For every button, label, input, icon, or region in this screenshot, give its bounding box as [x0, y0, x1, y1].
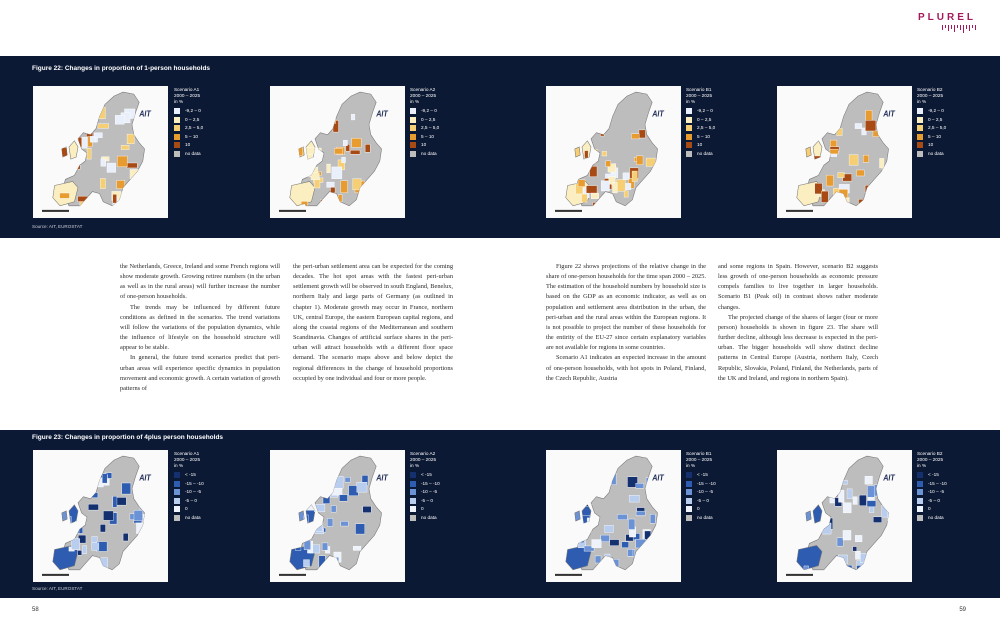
legend-label: 5 – 10: [928, 133, 942, 139]
figure-22-legend-1: [174, 87, 203, 158]
legend-unit: in %: [410, 98, 420, 104]
legend-label: -9,2 – 0: [185, 107, 201, 113]
legend-item: [917, 107, 946, 116]
legend-label: 10: [185, 142, 191, 148]
legend-label: < -15: [421, 471, 432, 477]
legend-swatch: [410, 134, 416, 140]
legend-swatch: [917, 472, 923, 478]
page-number-right: 59: [959, 607, 966, 613]
figure-23-map-3: [546, 450, 681, 582]
ait-logo: AIT: [652, 473, 664, 483]
legend-unit: in %: [917, 98, 927, 104]
legend-swatch: [174, 151, 180, 157]
legend-label: no data: [697, 150, 713, 156]
legend-item: [917, 141, 946, 150]
legend-item: [410, 471, 440, 480]
legend-swatch: [686, 108, 692, 114]
legend-label: -9,2 – 0: [421, 107, 437, 113]
legend-swatch: [410, 125, 416, 131]
legend-swatch: [410, 151, 416, 157]
legend-label: -15 – -10: [185, 480, 204, 486]
legend-label: < -15: [928, 471, 939, 477]
ait-logo: AIT: [376, 109, 388, 119]
legend-item: [410, 505, 440, 514]
legend-item: [410, 514, 440, 523]
ait-logo: AIT: [139, 109, 151, 119]
legend-swatch: [410, 506, 416, 512]
legend-item: [410, 496, 440, 505]
figure-23-map-1: [33, 450, 168, 582]
legend-swatch: [174, 489, 180, 495]
legend-swatch: [174, 515, 180, 521]
legend-swatch: [917, 515, 923, 521]
legend-label: 2,5 – 5,0: [697, 125, 716, 131]
legend-label: -10 – -5: [928, 489, 945, 495]
figure-22-source: Source: AIT, EUROSTAT: [32, 224, 83, 229]
legend-item: [686, 505, 716, 514]
legend-label: 10: [421, 142, 427, 148]
legend-swatch: [174, 117, 180, 123]
legend-item: [686, 107, 715, 116]
legend-item: [686, 479, 716, 488]
legend-item: [686, 115, 715, 124]
figure-22-map-3: [546, 86, 681, 218]
legend-scenario: Scenario A1: [174, 87, 200, 92]
legend-swatch: [410, 472, 416, 478]
paragraph: The projected change of the shares of larger (four or more person) households is shown in figure 23. The share will further decline, although less decrease is expected in the peri-urban. The bigger households will show distinct decline patterns in Central Europe (Austria, northern Italy, Czech Republic, Slovakia, Poland, Finland, the Netherlands, parts of the UK and Ireland, and regions in northern Spain).: [718, 313, 878, 382]
legend-swatch: [410, 481, 416, 487]
legend-item: [410, 488, 440, 497]
legend-swatch: [917, 481, 923, 487]
legend-swatch: [686, 134, 692, 140]
legend-label: -5 – 0: [185, 497, 197, 503]
legend-scenario: Scenario A1: [174, 451, 200, 456]
figure-22-map-1: [33, 86, 168, 218]
legend-label: -9,2 – 0: [928, 107, 944, 113]
legend-swatch: [174, 108, 180, 114]
legend-swatch: [686, 498, 692, 504]
text-column-2: [293, 262, 453, 384]
legend-swatch: [174, 125, 180, 131]
paragraph: Scenario A1 indicates an expected increase in the amount of one-person households, with hot spots in Poland, Finland, the Czech Republic, Austria: [546, 354, 706, 382]
legend-label: 0: [928, 506, 931, 512]
figure-23-source: Source: AIT, EUROSTAT: [32, 586, 83, 591]
legend-label: no data: [697, 514, 713, 520]
legend-item: [410, 132, 439, 141]
text-column-1: [120, 262, 280, 394]
legend-swatch: [686, 506, 692, 512]
brand-header: [918, 12, 976, 33]
figure-23-legend-3: [686, 451, 716, 522]
legend-scenario: Scenario A2: [410, 87, 436, 92]
paragraph: The trends may be influenced by different future conditions as defined in the scenarios. The trend variations will follow the variations of the population dynamics, while the influence of lifestyle on the household structure will appear to be stable.: [120, 303, 280, 352]
legend-label: -15 – -10: [928, 480, 947, 486]
legend-swatch: [174, 142, 180, 148]
legend-swatch: [686, 515, 692, 521]
legend-swatch: [686, 142, 692, 148]
paragraph: the peri-urban settlement area can be expected for the coming decades. The hot spot areas with the fastest peri-urban settlement growth will be observed in south England, Benelux, northern Italy and large parts of Germany (as outlined in chapter 1). Moderate growth may occur in France, northern UK, central Europe, the eastern European capital regions, and along the coastal regions of the Mediterranean and southern Scandinavia. Changes of artificial surface shares in the peri-urban will attract households with a different floor space demand. The scenario maps above and below depict the regional differences in the change of household proportions occupied by one individual and four or more people.: [293, 263, 453, 382]
legend-unit: in %: [917, 462, 927, 468]
legend-label: no data: [928, 150, 944, 156]
legend-swatch: [917, 498, 923, 504]
legend-label: -10 – -5: [697, 489, 714, 495]
legend-unit: in %: [410, 462, 420, 468]
legend-label: no data: [928, 514, 944, 520]
page-number-left: 58: [32, 607, 39, 613]
legend-label: -10 – -5: [185, 489, 202, 495]
legend-label: 0 – 2,5: [697, 116, 712, 122]
figure-22-map-4: [777, 86, 912, 218]
legend-label: 10: [928, 142, 934, 148]
legend-label: < -15: [185, 471, 196, 477]
legend-item: [686, 514, 716, 523]
legend-swatch: [917, 117, 923, 123]
legend-swatch: [917, 125, 923, 131]
figure-22-legend-4: [917, 87, 946, 158]
legend-item: [174, 471, 204, 480]
legend-item: [686, 471, 716, 480]
figure-22-legend-3: [686, 87, 715, 158]
legend-swatch: [174, 472, 180, 478]
ait-logo: AIT: [652, 109, 664, 119]
legend-period: 2000 – 2025: [686, 456, 713, 462]
brand-name: PLUREL: [918, 12, 976, 23]
legend-period: 2000 – 2025: [174, 456, 201, 462]
legend-swatch: [686, 117, 692, 123]
legend-item: [917, 132, 946, 141]
legend-item: [917, 124, 946, 133]
legend-swatch: [410, 117, 416, 123]
paragraph: and some regions in Spain. However, scenario B2 suggests less growth of one-person households as economic pressure compels families to live together in larger households. Scenario B1 (Peak oil) in contrast shows rather moderate changes.: [718, 263, 878, 311]
legend-swatch: [917, 489, 923, 495]
legend-item: [174, 479, 204, 488]
legend-period: 2000 – 2025: [174, 92, 201, 98]
legend-swatch: [410, 515, 416, 521]
legend-item: [410, 141, 439, 150]
legend-item: [174, 115, 203, 124]
legend-swatch: [686, 151, 692, 157]
legend-item: [410, 124, 439, 133]
legend-label: 0 – 2,5: [421, 116, 436, 122]
legend-item: [410, 107, 439, 116]
paragraph: Figure 22 shows projections of the relative change in the share of one-person households for the time span 2000 – 2025. The estimation of the household numbers by household size is based on the GDP as an economic indicator, as well as on population and settlement area distribution in the urban, the peri-urban and the rural areas within the European regions. It is not possible to project the number of these households for the entirity of the EU-27 since certain explanatory variables are not available for regions in some countries.: [546, 263, 706, 352]
legend-label: 10: [697, 142, 703, 148]
legend-item: [174, 496, 204, 505]
legend-label: no data: [421, 150, 437, 156]
legend-unit: in %: [686, 462, 696, 468]
figure-22-legend-2: [410, 87, 439, 158]
legend-period: 2000 – 2025: [686, 92, 713, 98]
legend-scenario: Scenario A2: [410, 451, 436, 456]
legend-swatch: [410, 489, 416, 495]
legend-swatch: [917, 151, 923, 157]
legend-label: -10 – -5: [421, 489, 438, 495]
legend-period: 2000 – 2025: [410, 456, 437, 462]
legend-label: 2,5 – 5,0: [185, 125, 204, 131]
legend-scenario: Scenario B2: [917, 451, 943, 456]
legend-swatch: [686, 489, 692, 495]
legend-period: 2000 – 2025: [410, 92, 437, 98]
legend-period: 2000 – 2025: [917, 92, 944, 98]
legend-item: [917, 150, 946, 159]
legend-swatch: [917, 134, 923, 140]
paragraph: the Netherlands, Greece, Ireland and some French regions will show moderate growth. Growing retiree numbers (in the urban as well as in the rural areas) will further increase the number of one-person households.: [120, 263, 280, 301]
figure-23-legend-1: [174, 451, 204, 522]
legend-label: 0 – 2,5: [185, 116, 200, 122]
text-column-3: [546, 262, 706, 384]
figure-22-map-2: [270, 86, 405, 218]
ait-logo: AIT: [883, 473, 895, 483]
legend-label: 2,5 – 5,0: [928, 125, 947, 131]
legend-swatch: [686, 481, 692, 487]
figure-23-map-4: [777, 450, 912, 582]
figure-23-legend-2: [410, 451, 440, 522]
figure-23-map-2: [270, 450, 405, 582]
legend-label: no data: [421, 514, 437, 520]
legend-label: -15 – -10: [697, 480, 716, 486]
legend-swatch: [174, 506, 180, 512]
legend-unit: in %: [686, 98, 696, 104]
legend-label: -5 – 0: [421, 497, 433, 503]
legend-item: [686, 150, 715, 159]
legend-item: [917, 115, 946, 124]
legend-label: 5 – 10: [185, 133, 199, 139]
legend-item: [174, 150, 203, 159]
legend-item: [174, 124, 203, 133]
legend-item: [917, 488, 947, 497]
figure-22-title: Figure 22: Changes in proportion of 1-person households: [32, 65, 211, 72]
legend-item: [174, 132, 203, 141]
ait-logo: AIT: [139, 473, 151, 483]
legend-label: no data: [185, 150, 201, 156]
legend-scenario: Scenario B1: [686, 87, 712, 92]
legend-swatch: [917, 506, 923, 512]
legend-item: [174, 141, 203, 150]
legend-swatch: [686, 125, 692, 131]
legend-swatch: [686, 472, 692, 478]
legend-item: [410, 115, 439, 124]
legend-period: 2000 – 2025: [917, 456, 944, 462]
legend-item: [174, 107, 203, 116]
legend-unit: in %: [174, 462, 184, 468]
legend-item: [686, 141, 715, 150]
legend-item: [686, 488, 716, 497]
legend-item: [917, 471, 947, 480]
legend-swatch: [174, 481, 180, 487]
legend-item: [917, 479, 947, 488]
legend-swatch: [174, 134, 180, 140]
legend-swatch: [410, 108, 416, 114]
legend-label: 2,5 – 5,0: [421, 125, 440, 131]
legend-label: -5 – 0: [928, 497, 940, 503]
text-column-4: [718, 262, 878, 384]
legend-scenario: Scenario B2: [917, 87, 943, 92]
legend-item: [174, 505, 204, 514]
figure-23-legend-4: [917, 451, 947, 522]
legend-swatch: [410, 142, 416, 148]
legend-label: < -15: [697, 471, 708, 477]
legend-item: [917, 514, 947, 523]
legend-unit: in %: [174, 98, 184, 104]
legend-item: [686, 124, 715, 133]
legend-label: -15 – -10: [421, 480, 440, 486]
legend-item: [686, 496, 716, 505]
ait-logo: AIT: [883, 109, 895, 119]
legend-label: 0: [697, 506, 700, 512]
ait-logo: AIT: [376, 473, 388, 483]
legend-label: -5 – 0: [697, 497, 709, 503]
legend-item: [174, 488, 204, 497]
legend-label: 0 – 2,5: [928, 116, 943, 122]
legend-label: 0: [421, 506, 424, 512]
legend-item: [917, 505, 947, 514]
legend-swatch: [410, 498, 416, 504]
legend-label: 5 – 10: [697, 133, 711, 139]
legend-item: [917, 496, 947, 505]
legend-swatch: [174, 498, 180, 504]
legend-label: no data: [185, 514, 201, 520]
legend-swatch: [917, 142, 923, 148]
brand-bars-logo: [918, 25, 976, 33]
legend-item: [410, 150, 439, 159]
legend-label: -9,2 – 0: [697, 107, 713, 113]
paragraph: In general, the future trend scenarios predict that peri-urban areas will experience specific dynamics in population movement and economic growth. A certain variation of growth patterns of: [120, 354, 280, 392]
legend-label: 5 – 10: [421, 133, 435, 139]
figure-23-title: Figure 23: Changes in proportion of 4plus person households: [32, 434, 224, 441]
legend-swatch: [917, 108, 923, 114]
legend-scenario: Scenario B1: [686, 451, 712, 456]
legend-item: [686, 132, 715, 141]
legend-item: [410, 479, 440, 488]
legend-item: [174, 514, 204, 523]
legend-label: 0: [185, 506, 188, 512]
